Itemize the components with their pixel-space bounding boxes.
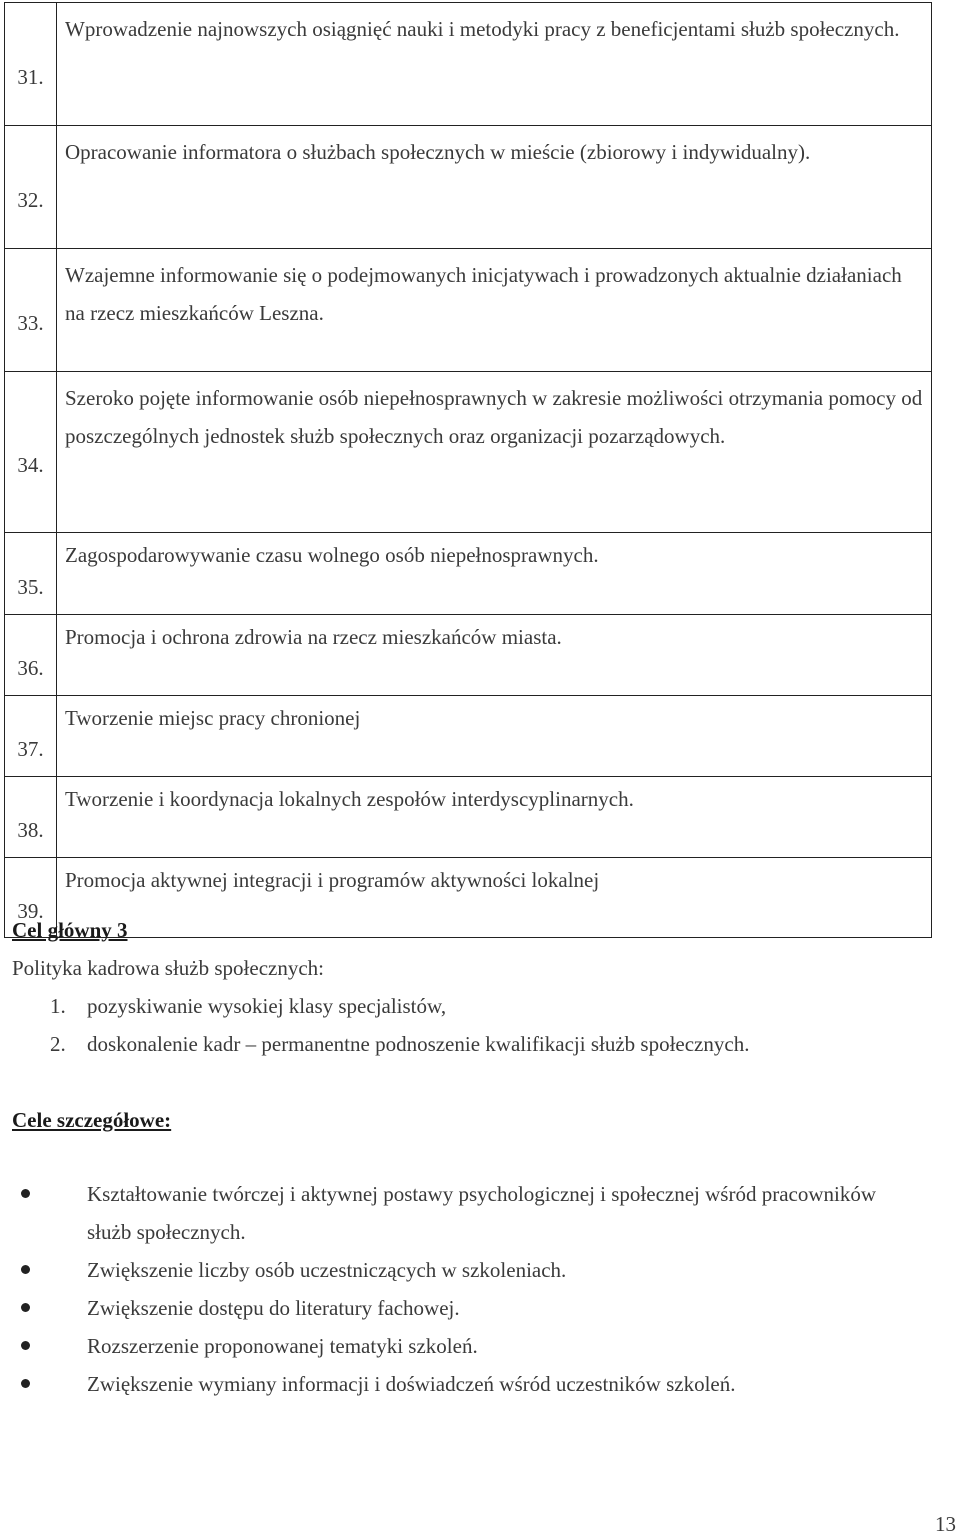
detailed-goals-heading: Cele szczegółowe: [12, 1108, 172, 1132]
list-item-number: 2. [50, 1032, 66, 1056]
tasks-table [4, 2, 932, 938]
list-item-text: doskonalenie kadr – permanentne podnoszenie kwalifikacji służb społecznych. [87, 1032, 750, 1056]
row-number: 32. [5, 126, 57, 249]
row-number: 37. [5, 696, 57, 777]
row-text: Szeroko pojęte informowanie osób niepełnosprawnych w zakresie możliwości otrzymania pomocy od poszczególnych jednostek służb społecznych oraz organizacji pozarządowych. [57, 372, 932, 533]
row-number: 33. [5, 249, 57, 372]
row-number: 31. [5, 3, 57, 126]
list-item [12, 1025, 932, 1063]
list-item [12, 987, 932, 1025]
list-item-text: pozyskiwanie wysokiej klasy specjalistów, [87, 994, 447, 1018]
detailed-goals-section [12, 1101, 932, 1139]
detailed-goals-list [12, 1175, 912, 1403]
row-number: 35. [5, 533, 57, 615]
table-row [5, 615, 932, 696]
row-number: 36. [5, 615, 57, 696]
row-text: Tworzenie i koordynacja lokalnych zespołów interdyscyplinarnych. [57, 777, 932, 858]
list-item-text: Zwiększenie wymiany informacji i doświadczeń wśród uczestników szkoleń. [87, 1372, 736, 1396]
table-row [5, 696, 932, 777]
bullet-icon [21, 1341, 30, 1350]
row-number: 34. [5, 372, 57, 533]
list-item [12, 1175, 912, 1251]
page-number: 13 [935, 1512, 956, 1536]
table-row [5, 3, 932, 126]
bullet-icon [21, 1303, 30, 1312]
bullet-icon [21, 1189, 30, 1198]
list-item-text: Kształtowanie twórczej i aktywnej postawy psychologicznej i społecznej wśród pracowników służb społecznych. [87, 1182, 877, 1244]
list-item [12, 1289, 912, 1327]
row-text: Tworzenie miejsc pracy chronionej [57, 696, 932, 777]
list-item [12, 1327, 912, 1365]
list-item-number: 1. [50, 994, 66, 1018]
table-row [5, 249, 932, 372]
row-text: Promocja aktywnej integracji i programów aktywności lokalnej [57, 858, 932, 938]
list-item [12, 1365, 912, 1403]
row-text: Zagospodarowywanie czasu wolnego osób niepełnosprawnych. [57, 533, 932, 615]
row-text: Promocja i ochrona zdrowia na rzecz mieszkańców miasta. [57, 615, 932, 696]
row-number: 38. [5, 777, 57, 858]
list-item-text: Zwiększenie liczby osób uczestniczących w szkoleniach. [87, 1258, 567, 1282]
bullet-icon [21, 1379, 30, 1388]
row-text: Wprowadzenie najnowszych osiągnięć nauki i metodyki pracy z beneficjentami służb społecznych. [57, 3, 932, 126]
list-item-text: Rozszerzenie proponowanej tematyki szkoleń. [87, 1334, 478, 1358]
table-row [5, 372, 932, 533]
main-goal-section [12, 911, 932, 1063]
main-goal-list [12, 987, 932, 1063]
list-item [12, 1251, 912, 1289]
list-item-text: Zwiększenie dostępu do literatury fachowej. [87, 1296, 460, 1320]
row-number: 39. [5, 858, 57, 938]
detailed-goals-list-wrap [12, 1175, 912, 1403]
table-row [5, 126, 932, 249]
row-text: Opracowanie informatora o służbach społecznych w mieście (zbiorowy i indywidualny). [57, 126, 932, 249]
main-goal-intro: Polityka kadrowa służb społecznych: [12, 956, 325, 980]
table-row [5, 777, 932, 858]
row-text: Wzajemne informowanie się o podejmowanych inicjatywach i prowadzonych aktualnie działaniach na rzecz mieszkańców Leszna. [57, 249, 932, 372]
bullet-icon [21, 1265, 30, 1274]
main-goal-heading: Cel główny 3 [12, 918, 128, 942]
table-row [5, 533, 932, 615]
